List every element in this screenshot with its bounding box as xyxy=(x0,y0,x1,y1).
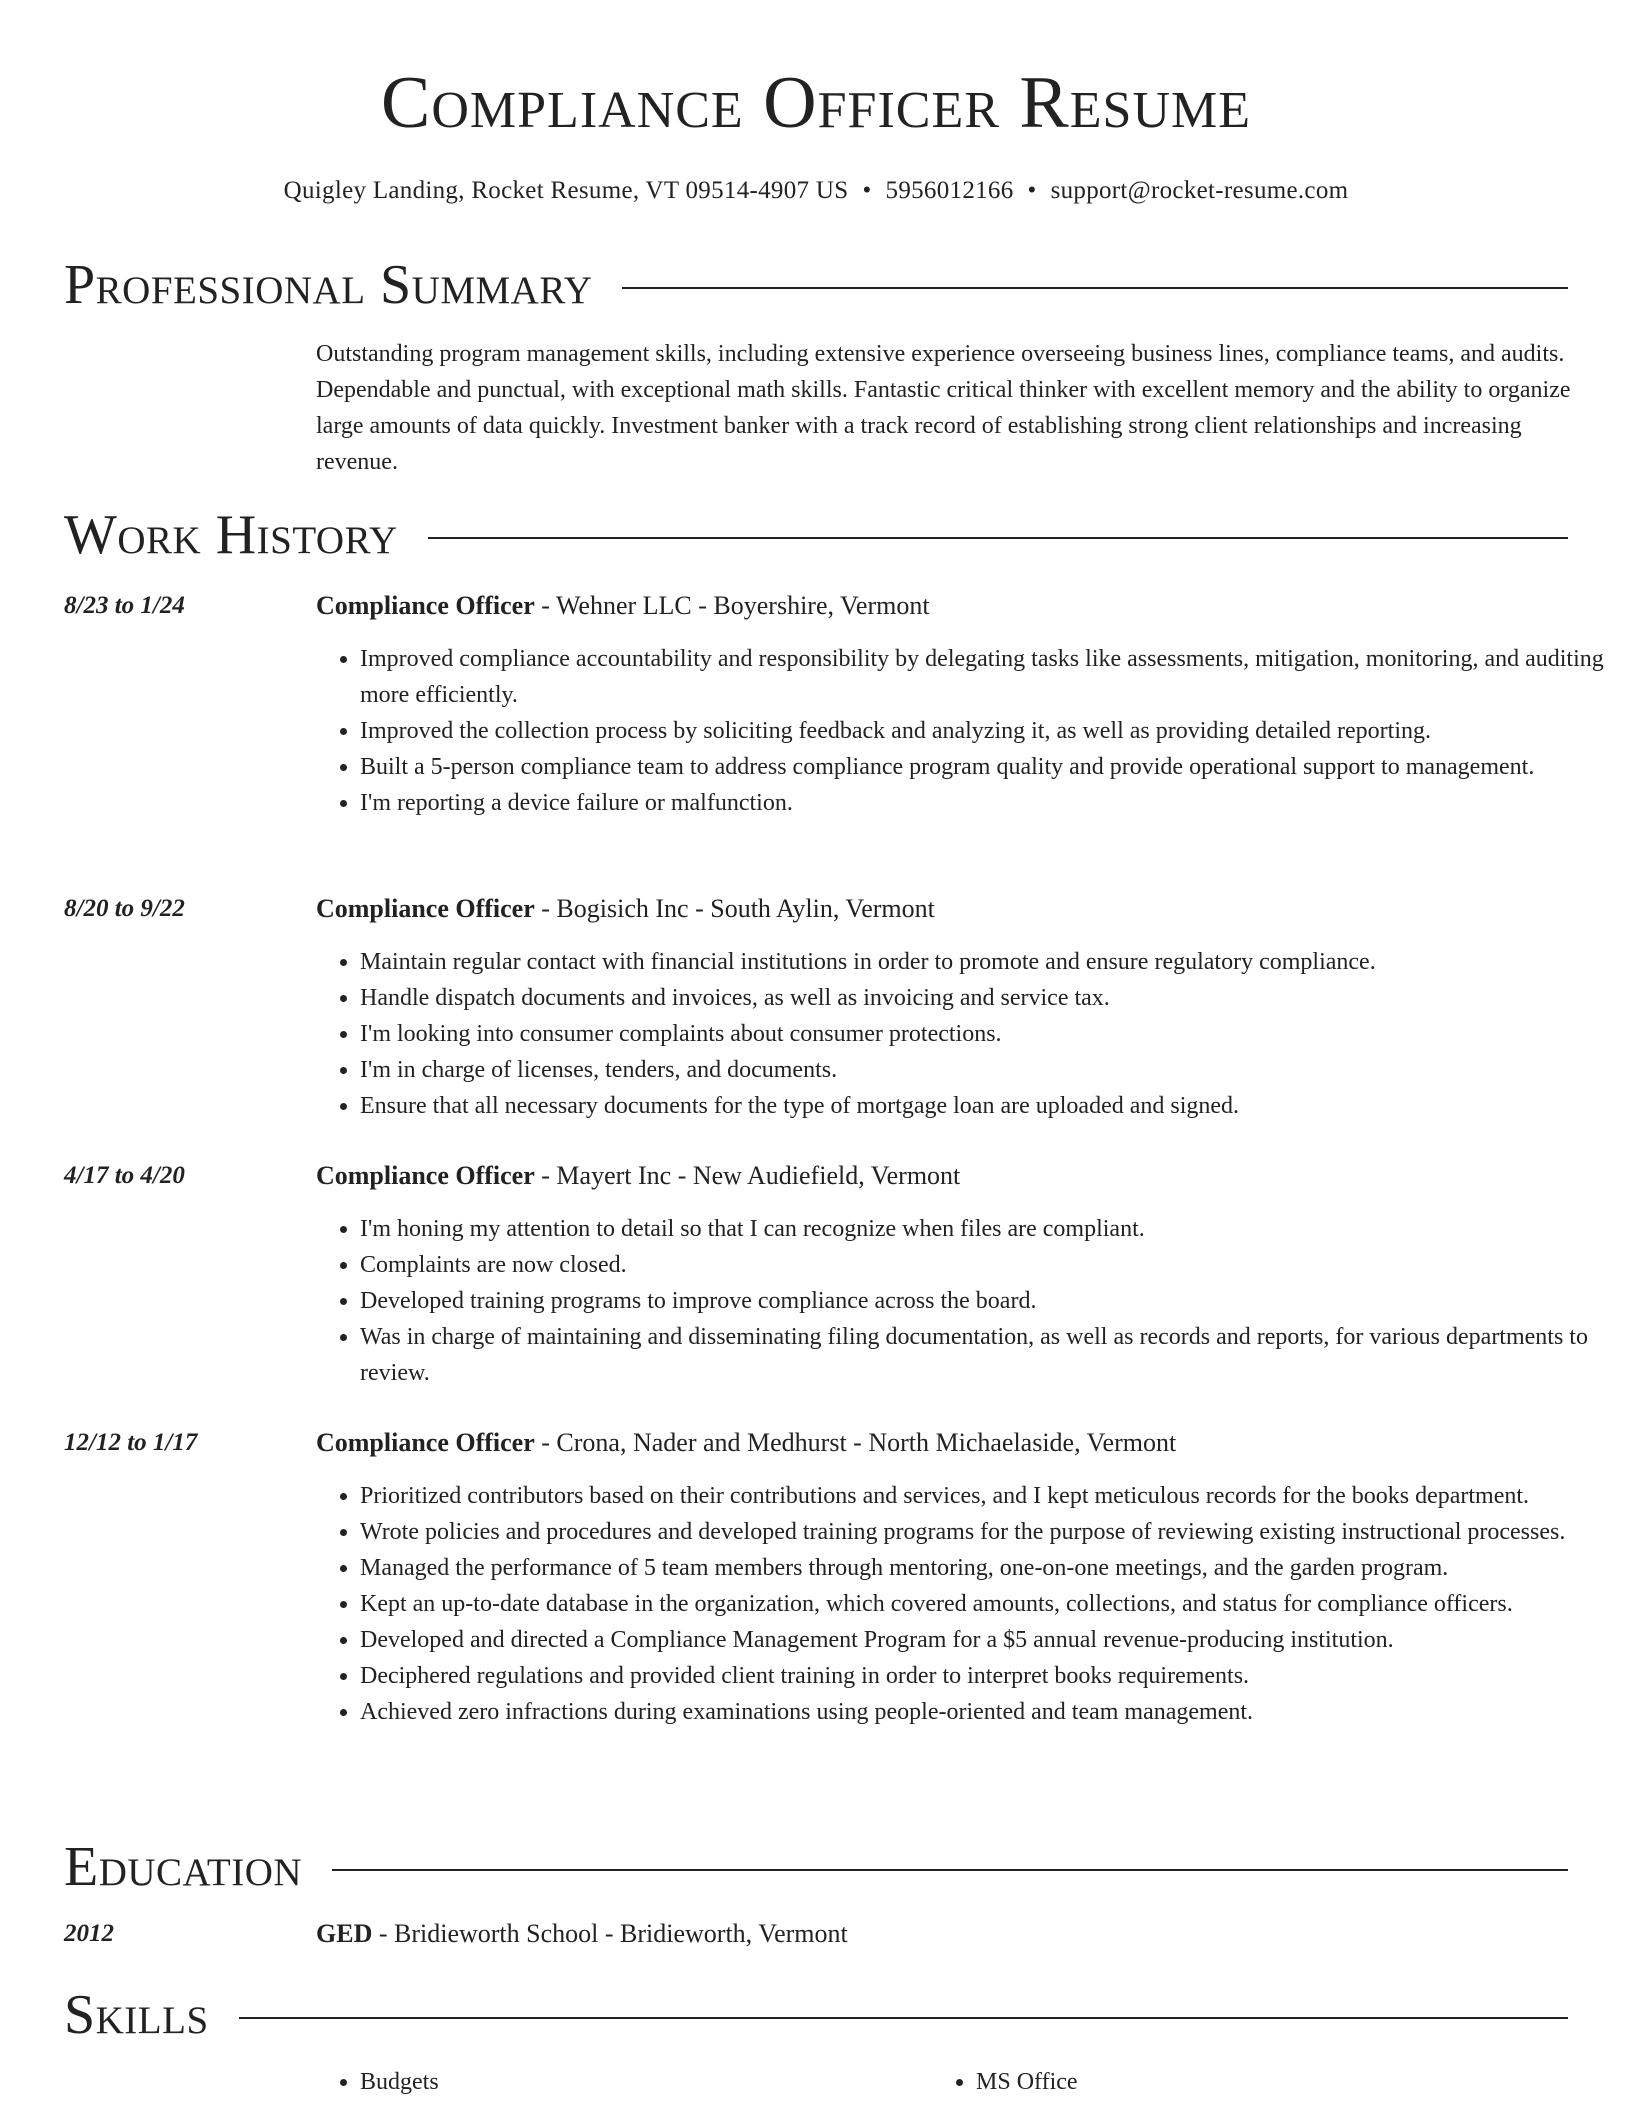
job-title: Compliance Officer xyxy=(316,1428,535,1457)
job-title-line xyxy=(316,1425,1176,1461)
education-line xyxy=(316,1916,848,1952)
job-title-line xyxy=(316,891,935,927)
summary-section-header xyxy=(64,252,1568,318)
section-divider xyxy=(239,2017,1568,2019)
job-bullets xyxy=(316,641,1624,821)
job-bullet: • Maintain regular contact with financial institutions in order to promote and ensure regulatory compliance. xyxy=(360,944,1624,980)
contact-separator: • xyxy=(1027,177,1037,204)
section-divider xyxy=(332,1869,1568,1871)
job-title: Compliance Officer xyxy=(316,591,535,620)
job-bullet: • I'm honing my attention to detail so that I can recognize when files are compliant. xyxy=(360,1211,1624,1247)
job-bullet: • Improved the collection process by soliciting feedback and analyzing it, as well as providing detailed reporting. xyxy=(360,713,1624,749)
job-bullet: • Improved compliance accountability and responsibility by delegating tasks like assessments, mitigation, monitoring, and auditing more efficiently. xyxy=(360,641,1624,713)
job-bullet: • Deciphered regulations and provided client training in order to interpret books requirements. xyxy=(360,1658,1624,1694)
job-dates: 8/20 to 9/22 xyxy=(64,895,185,922)
contact-line xyxy=(0,174,1632,208)
section-heading-summary: Professional Summary xyxy=(64,254,593,316)
job-dates: 8/23 to 1/24 xyxy=(64,592,185,619)
job-title: Compliance Officer xyxy=(316,894,535,923)
section-heading-education: Education xyxy=(64,1836,303,1898)
job-company: - Wehner LLC - Boyershire, Vermont xyxy=(534,591,930,620)
job-dates: 4/17 to 4/20 xyxy=(64,1162,185,1189)
job-bullet: • Built a 5-person compliance team to address compliance program quality and provide operational support to management. xyxy=(360,749,1624,785)
resume-title: Compliance Officer Resume xyxy=(380,62,1252,144)
job-company: - Bogisich Inc - South Aylin, Vermont xyxy=(534,894,935,923)
education-section-header xyxy=(64,1834,1568,1900)
job-bullet: • Complaints are now closed. xyxy=(360,1247,1624,1283)
job-company: - Mayert Inc - New Audiefield, Vermont xyxy=(534,1161,961,1190)
job-title-line xyxy=(316,588,930,624)
skills-section-header xyxy=(64,1982,1568,2048)
job-bullets xyxy=(316,1211,1624,1391)
job-bullet: • I'm looking into consumer complaints about consumer protections. xyxy=(360,1016,1624,1052)
contact-email[interactable]: support@rocket-resume.com xyxy=(1050,177,1349,204)
job-bullets xyxy=(316,1478,1624,1730)
job-title-line xyxy=(316,1158,960,1194)
skills-list-left xyxy=(316,2064,439,2100)
job-bullet: • Ensure that all necessary documents for the type of mortgage loan are uploaded and signed. xyxy=(360,1088,1624,1124)
job-bullet: • Achieved zero infractions during examinations using people-oriented and team management. xyxy=(360,1694,1624,1730)
job-bullet: • Developed and directed a Compliance Management Program for a $5 annual revenue-producing institution. xyxy=(360,1622,1624,1658)
job-bullets xyxy=(316,944,1624,1124)
job-bullet: • I'm in charge of licenses, tenders, and documents. xyxy=(360,1052,1624,1088)
contact-address: Quigley Landing, Rocket Resume, VT 09514-4907 US xyxy=(283,177,849,204)
skill-item: • MS Office xyxy=(976,2064,1078,2100)
job-bullet: • Wrote policies and procedures and developed training programs for the purpose of reviewing existing instructional processes. xyxy=(360,1514,1624,1550)
education-date: 2012 xyxy=(64,1920,114,1947)
skills-list-right xyxy=(932,2064,1078,2100)
job-bullet: • Handle dispatch documents and invoices, as well as invoicing and service tax. xyxy=(360,980,1624,1016)
job-company: - Crona, Nader and Medhurst - North Michaelaside, Vermont xyxy=(534,1428,1177,1457)
section-heading-work: Work History xyxy=(64,504,398,566)
job-bullet: • Managed the performance of 5 team members through mentoring, one-on-one meetings, and the garden program. xyxy=(360,1550,1624,1586)
job-title: Compliance Officer xyxy=(316,1161,535,1190)
section-heading-skills: Skills xyxy=(64,1984,209,2046)
job-bullet: • Was in charge of maintaining and disseminating filing documentation, as well as records and reports, for various departments to review. xyxy=(360,1319,1624,1391)
contact-phone: 5956012166 xyxy=(885,177,1014,204)
education-school: - Bridieworth School - Bridieworth, Vermont xyxy=(372,1919,848,1948)
summary-text: Outstanding program management skills, including extensive experience overseeing business lines, compliance teams, and audits. Dependable and punctual, with exceptional math skills. Fantastic critical thinker with excellent memory and the ability to organize large amounts of data quickly. Investment banker with a track record of establishing strong client relationships and increasing revenue. xyxy=(316,341,1571,475)
job-bullet: • Developed training programs to improve compliance across the board. xyxy=(360,1283,1624,1319)
job-bullet: • I'm reporting a device failure or malfunction. xyxy=(360,785,1624,821)
job-bullet: • Prioritized contributors based on their contributions and services, and I kept meticulous records for the books department. xyxy=(360,1478,1624,1514)
section-divider xyxy=(622,287,1568,289)
education-degree: GED xyxy=(316,1919,373,1948)
job-dates: 12/12 to 1/17 xyxy=(64,1429,198,1456)
job-bullet: • Kept an up-to-date database in the organization, which covered amounts, collections, and status for compliance officers. xyxy=(360,1586,1624,1622)
contact-separator: • xyxy=(862,177,872,204)
skill-item: • Budgets xyxy=(360,2064,439,2100)
work-section-header xyxy=(64,502,1568,568)
section-divider xyxy=(428,537,1568,539)
